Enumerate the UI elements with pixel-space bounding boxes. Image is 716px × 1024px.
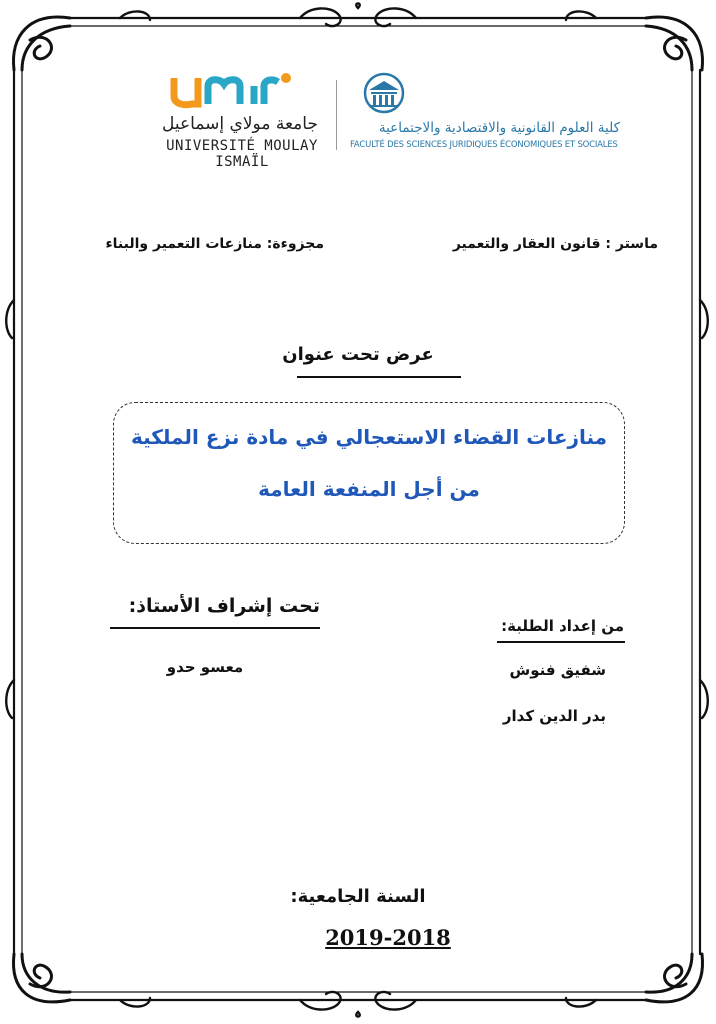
- faculty-name-ar: كلية العلوم القانونية والاقتصادية والاجتماعية: [378, 120, 620, 136]
- academic-year-label: السنة الجامعية:: [290, 886, 426, 907]
- title-box: [113, 402, 625, 544]
- umi-logo-mark-icon: [168, 70, 298, 110]
- academic-year: 2019-2018: [325, 925, 451, 950]
- student-name-1: شفيق فنوش: [509, 661, 606, 679]
- university-name-ar: جامعة مولاي إسماعيل: [162, 114, 318, 134]
- master-program: ماستر : قانون العقار والتعمير: [452, 236, 658, 252]
- university-name-fr: UNIVERSITÉ MOULAY ISMAÏL: [166, 138, 318, 170]
- title-line-2: من أجل المنفعة العامة: [258, 477, 480, 501]
- faculty-logo: [350, 72, 620, 162]
- logo-divider: [336, 80, 337, 150]
- faculty-emblem-icon: [355, 72, 413, 114]
- student-name-2: بدر الدين كدار: [502, 707, 606, 725]
- faculty-name-fr: FACULTÉ DES SCIENCES JURIDIQUES ÉCONOMIQUES ET SOCIALES: [350, 140, 618, 150]
- students-label: من إعداد الطلبة:: [501, 617, 624, 635]
- supervisor-name: معسو حدو: [166, 658, 244, 676]
- presentation-label: عرض تحت عنوان: [282, 344, 434, 365]
- title-line-1: منازعات القضاء الاستعجالي في مادة نزع الملكية: [130, 425, 608, 449]
- supervisor-label: تحت إشراف الأستاذ:: [128, 595, 320, 617]
- students-underline: [497, 641, 625, 643]
- module-name: مجزوءة: منازعات التعمير والبناء: [105, 236, 324, 252]
- university-logo: [160, 70, 320, 170]
- presentation-underline: [297, 376, 461, 378]
- supervisor-underline: [110, 627, 320, 629]
